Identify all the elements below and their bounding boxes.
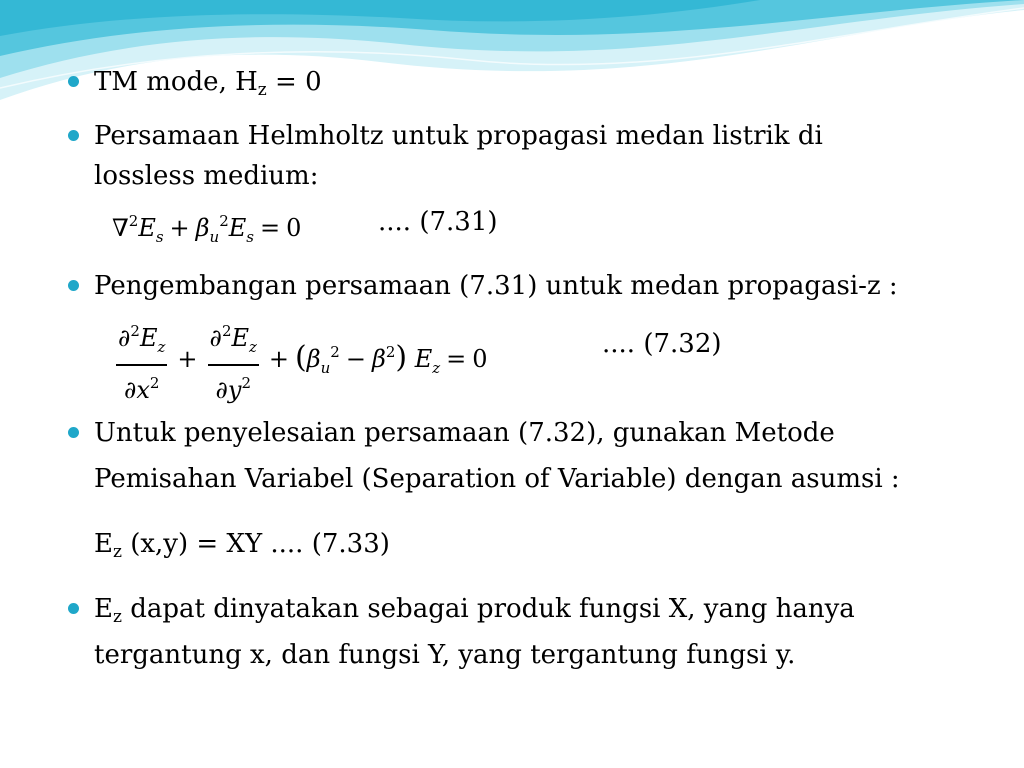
equation-text: (x,y) = XY .... (7.33) [121,529,390,559]
equation-number: .... (7.32) [602,329,722,359]
bullet-tm-mode [66,62,966,102]
subscript: z [257,80,267,100]
bullet-text-tail: = 0 [266,67,322,97]
bullet-text-line2: lossless medium: [94,161,319,191]
bullet-icon [68,603,79,614]
ez-symbol: E [94,594,113,624]
subscript: z [112,542,122,562]
wave-equation-formula: $\frac{\partial^2E_z}{\partial x^2}$ + $\frac{\partial^2E_z}{\partial y^2}$ + $(\beta_u^2 - \beta^2) E_z = 0$ [112,316,488,405]
bullet-text-line1: Persamaan Helmholtz untuk propagasi medan listrik di [94,121,823,151]
bullet-helmholtz [66,116,966,196]
bullet-icon [68,427,79,438]
bullet-text-line2: tergantung x, dan fungsi Y, yang tergantung fungsi y. [94,640,796,670]
bullet-text-line1: Untuk penyelesaian persamaan (7.32), gunakan Metode [94,418,835,448]
helmholtz-formula: $\nabla^2E_s + \beta_u^2E_s = 0$ [112,212,302,246]
bullet-untuk-penyelesaian [66,410,966,502]
bullet-text: TM mode, H [94,67,258,97]
equation-number: .... (7.31) [378,207,498,237]
equation-7-33 [66,524,966,564]
slide-content [66,62,966,678]
bullet-pengembangan [66,266,966,306]
bullet-text: Pengembangan persamaan (7.31) untuk medan propagasi-z : [94,271,898,301]
bullet-icon [68,280,79,291]
bullet-icon [68,130,79,141]
bullet-icon [68,76,79,87]
bullet-text-line1: dapat dinyatakan sebagai produk fungsi X, yang hanya [121,594,855,624]
equation-7-32 [66,316,966,404]
bullet-ez-produk [66,586,966,678]
subscript: z [112,607,122,627]
bullet-text-line2: Pemisahan Variabel (Separation of Variable) dengan asumsi : [94,464,900,494]
equation-7-31 [66,202,966,254]
ez-symbol: E [94,529,113,559]
